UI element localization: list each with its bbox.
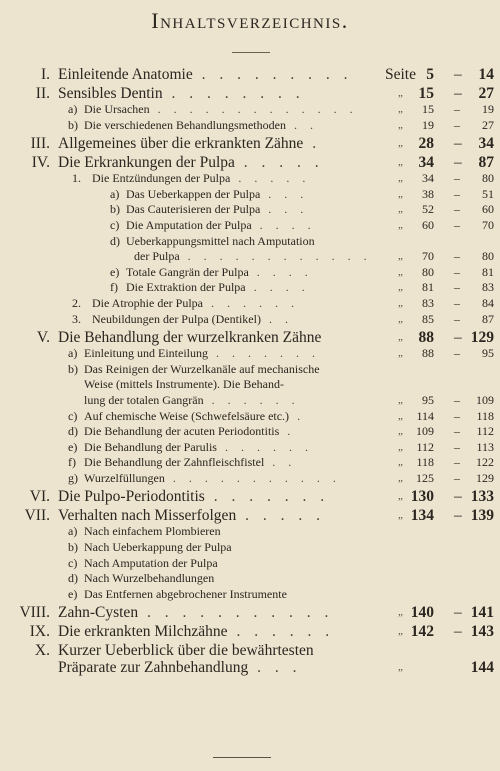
leader-dots: . . . . . . bbox=[202, 295, 299, 310]
ditto-mark: „ bbox=[398, 456, 403, 469]
page-range-start: 28 bbox=[418, 135, 434, 153]
page-range-end: 60 bbox=[482, 202, 494, 217]
toc-entry bbox=[0, 604, 500, 621]
toc-entry bbox=[0, 171, 500, 187]
toc-entry bbox=[0, 187, 500, 203]
toc-entry-title: Die Behandlung der acuten Periodontitis . bbox=[84, 424, 296, 439]
leader-dots: . . . . . . . . . . . bbox=[138, 604, 334, 622]
range-dash: – bbox=[454, 117, 460, 132]
toc-entry-title: Die Extraktion der Pulpa . . . . bbox=[126, 280, 310, 295]
toc-entry bbox=[0, 154, 500, 171]
toc-entry bbox=[0, 471, 500, 487]
toc-entry-title: Präparate zur Zahnbehandlung . . . bbox=[58, 659, 302, 677]
page-range-start: 109 bbox=[416, 424, 434, 439]
range-dash: – bbox=[454, 295, 460, 310]
toc-entry-title: Zahn-Cysten . . . . . . . . . . . bbox=[58, 604, 334, 622]
toc-entry-number: 3. bbox=[72, 311, 81, 326]
page-range-start: 15 bbox=[422, 102, 434, 116]
range-dash: – bbox=[454, 623, 462, 641]
page-range-end: 27 bbox=[482, 117, 494, 132]
toc-entry bbox=[0, 265, 500, 281]
leader-dots: . . bbox=[285, 117, 318, 132]
page-range-start: 142 bbox=[410, 623, 434, 641]
page-range-end: 19 bbox=[482, 102, 494, 116]
page-range-start: 134 bbox=[410, 507, 434, 525]
leader-dots: . . . . . . . . . . . . bbox=[179, 249, 372, 264]
ditto-mark: „ bbox=[398, 172, 403, 185]
toc-entry-number: c) bbox=[110, 217, 120, 232]
toc-entry-title: Wurzelfüllungen . . . . . . . . . . . bbox=[84, 470, 341, 485]
page-range-end: 34 bbox=[478, 135, 494, 153]
page-range-end: 139 bbox=[470, 507, 494, 525]
range-dash: – bbox=[454, 408, 460, 423]
toc-entry-number: III. bbox=[30, 135, 50, 153]
toc-entry-number: IX. bbox=[29, 623, 50, 641]
page-range-start: 80 bbox=[422, 264, 434, 279]
page-range-end: 27 bbox=[478, 85, 494, 102]
toc-entry-title: Die Amputation der Pulpa . . . . bbox=[126, 217, 316, 232]
toc-entry-number: b) bbox=[68, 540, 78, 555]
page-range-start: 70 bbox=[422, 249, 434, 264]
page-word: Seite bbox=[385, 66, 416, 83]
toc-entry-number: d) bbox=[68, 424, 78, 439]
page-range-start: 118 bbox=[416, 455, 434, 470]
ditto-mark: „ bbox=[398, 103, 403, 115]
toc-entry-title: Nach Ueberkappung der Pulpa bbox=[84, 540, 232, 555]
page-range-end: 133 bbox=[470, 488, 494, 506]
toc-entry-title: Einleitung und Einteilung . . . . . . . bbox=[84, 346, 320, 361]
toc-entry-number: IV. bbox=[31, 154, 50, 172]
range-dash: – bbox=[454, 135, 462, 153]
range-dash: – bbox=[454, 604, 462, 622]
ditto-mark: „ bbox=[398, 218, 403, 231]
page-range-end: 84 bbox=[482, 295, 494, 310]
toc-entry-number: g) bbox=[68, 470, 78, 485]
page-range-start: 85 bbox=[422, 311, 434, 326]
toc-entry-title: Nach Wurzelbehandlungen bbox=[84, 571, 215, 586]
toc-entry bbox=[0, 85, 500, 102]
page-range-end: 144 bbox=[470, 659, 494, 677]
ditto-mark: „ bbox=[398, 625, 403, 638]
ditto-mark: „ bbox=[398, 509, 403, 522]
toc-entry-title: Die Erkrankungen der Pulpa . . . . . bbox=[58, 154, 324, 172]
leader-dots: . . . . . bbox=[236, 507, 325, 525]
toc-entry-title: Nach Amputation der Pulpa bbox=[84, 555, 218, 570]
page-range-end: 70 bbox=[482, 217, 494, 232]
toc-entry-number: V. bbox=[36, 329, 50, 347]
toc-entry-number: 1. bbox=[72, 171, 81, 186]
leader-dots: . . . . . . . bbox=[204, 488, 330, 506]
toc-entry bbox=[0, 393, 500, 409]
toc-entry-number: b) bbox=[110, 202, 120, 217]
page-range-end: 113 bbox=[476, 439, 494, 454]
range-dash: – bbox=[454, 264, 460, 279]
toc-entry bbox=[0, 587, 500, 603]
page-range-end: 87 bbox=[482, 311, 494, 326]
toc-entry-title: Die Behandlung der Zahnfleischfistel . . bbox=[84, 455, 297, 470]
page-range-end: 109 bbox=[476, 392, 494, 407]
toc-entry-title: Weise (mittels Instrumente). Die Behand- bbox=[84, 377, 284, 392]
ditto-mark: „ bbox=[398, 118, 403, 131]
leader-dots: . . . . . bbox=[230, 171, 311, 186]
range-dash: – bbox=[454, 392, 460, 407]
range-dash: – bbox=[454, 249, 460, 264]
toc-entry bbox=[0, 571, 500, 587]
toc-entry bbox=[0, 135, 500, 152]
toc-entry bbox=[0, 118, 500, 134]
leader-dots: . . . . bbox=[245, 280, 310, 295]
leader-dots: . bbox=[303, 135, 322, 153]
leader-dots: . . . bbox=[260, 186, 309, 201]
leader-dots: . . . . . . bbox=[203, 392, 300, 407]
toc-entry-title: Ueberkappungsmittel nach Amputation bbox=[126, 233, 315, 248]
toc-entry bbox=[0, 642, 500, 659]
leader-dots: . . . . . . . . bbox=[162, 85, 305, 102]
ditto-mark: „ bbox=[398, 250, 403, 263]
range-dash: – bbox=[454, 488, 462, 506]
page-range-start: 60 bbox=[422, 217, 434, 232]
range-dash: – bbox=[454, 455, 460, 470]
range-dash: – bbox=[454, 186, 460, 201]
page-range-end: 129 bbox=[476, 470, 494, 485]
ditto-mark: „ bbox=[398, 156, 403, 169]
toc-entry-number: f) bbox=[68, 455, 76, 470]
toc-entry-title: lung der totalen Gangrän . . . . . . bbox=[84, 392, 300, 407]
toc-entry bbox=[0, 202, 500, 218]
toc-entry bbox=[0, 507, 500, 524]
page-range-start: 130 bbox=[410, 488, 434, 506]
toc-entry-number: e) bbox=[68, 586, 78, 601]
leader-dots: . . bbox=[264, 455, 297, 470]
toc-entry-title: Auf chemische Weise (Schwefelsäure etc.) . bbox=[84, 408, 306, 423]
page-range-start: 34 bbox=[422, 171, 434, 186]
leader-dots: . . . . bbox=[251, 217, 316, 232]
toc-entry bbox=[0, 66, 500, 83]
toc-entry-title: Die erkrankten Milchzähne . . . . . . bbox=[58, 623, 335, 641]
toc-entry bbox=[0, 377, 500, 393]
toc-entry-number: VI. bbox=[29, 488, 50, 506]
page-range-end: 80 bbox=[482, 171, 494, 186]
page-range-start: 88 bbox=[422, 346, 434, 361]
page-range-end: 141 bbox=[470, 604, 494, 622]
toc-entry bbox=[0, 218, 500, 234]
toc-entry-title: der Pulpa . . . . . . . . . . . . bbox=[134, 249, 372, 264]
toc-entry-title: Die Behandlung der Parulis . . . . . . bbox=[84, 439, 313, 454]
page-range-start: 88 bbox=[418, 329, 434, 347]
page-range-start: 81 bbox=[422, 280, 434, 295]
toc-entry bbox=[0, 409, 500, 425]
range-dash: – bbox=[454, 154, 462, 172]
leader-dots: . . . . . . . . . bbox=[192, 66, 353, 83]
range-dash: – bbox=[454, 102, 460, 116]
range-dash: – bbox=[454, 424, 460, 439]
toc-entry-number: b) bbox=[68, 117, 78, 132]
page-range-end: 51 bbox=[482, 186, 494, 201]
page-range-end: 81 bbox=[482, 264, 494, 279]
toc-entry-number: a) bbox=[68, 346, 78, 361]
toc-entry bbox=[0, 346, 500, 362]
leader-dots: . . . bbox=[248, 659, 302, 677]
title-divider bbox=[232, 52, 270, 53]
page-range-end: 87 bbox=[478, 154, 494, 172]
leader-dots: . . . . . bbox=[234, 154, 324, 172]
toc-entry-number: c) bbox=[68, 408, 78, 423]
toc-entry-number: a) bbox=[68, 524, 78, 539]
toc-entry-number: VII. bbox=[24, 507, 50, 525]
page-range-start: 95 bbox=[422, 392, 434, 407]
toc-entry bbox=[0, 280, 500, 296]
ditto-mark: „ bbox=[398, 331, 403, 344]
toc-entry bbox=[0, 440, 500, 456]
page-range-end: 143 bbox=[470, 623, 494, 641]
page-range-start: 15 bbox=[418, 85, 434, 102]
toc-entry-title: Kurzer Ueberblick über die bewährtesten bbox=[58, 642, 314, 660]
toc-entry bbox=[0, 623, 500, 640]
range-dash: – bbox=[454, 346, 460, 361]
toc-entry bbox=[0, 234, 500, 250]
ditto-mark: „ bbox=[398, 187, 403, 200]
toc-entry-number: b) bbox=[68, 361, 78, 376]
range-dash: – bbox=[454, 439, 460, 454]
leader-dots: . . . bbox=[260, 202, 309, 217]
toc-entry-number: X. bbox=[34, 642, 50, 660]
page-range-start: 34 bbox=[418, 154, 434, 172]
page-range-start: 19 bbox=[422, 117, 434, 132]
toc-entry bbox=[0, 329, 500, 346]
range-dash: – bbox=[454, 507, 462, 525]
toc-entry-title: Die Pulpo-Periodontitis . . . . . . . bbox=[58, 488, 330, 506]
ditto-mark: „ bbox=[398, 606, 403, 619]
page-range-start: 114 bbox=[416, 408, 434, 423]
page-range-start: 52 bbox=[422, 202, 434, 217]
ditto-mark: „ bbox=[398, 347, 403, 360]
toc-entry-number: e) bbox=[68, 439, 78, 454]
toc-entry-title: Einleitende Anatomie . . . . . . . . . bbox=[58, 66, 353, 83]
toc-entry-title: Sensibles Dentin . . . . . . . . bbox=[58, 85, 305, 102]
toc-entry-title: Das Ueberkappen der Pulpa . . . bbox=[126, 186, 309, 201]
ditto-mark: „ bbox=[398, 87, 403, 99]
toc-entry-number: I. bbox=[40, 66, 50, 83]
toc-entry-title: Totale Gangrän der Pulpa . . . . bbox=[126, 264, 313, 279]
toc-entry bbox=[0, 540, 500, 556]
page-range-end: 83 bbox=[482, 280, 494, 295]
ditto-mark: „ bbox=[398, 440, 403, 453]
ditto-mark: „ bbox=[398, 409, 403, 422]
page-range-end: 95 bbox=[482, 346, 494, 361]
range-dash: – bbox=[454, 470, 460, 485]
leader-dots: . . . . . . . . . . . . . bbox=[149, 102, 358, 116]
range-dash: – bbox=[454, 171, 460, 186]
toc-entry-number: d) bbox=[68, 571, 78, 586]
toc-entry bbox=[0, 102, 500, 118]
ditto-mark: „ bbox=[398, 296, 403, 309]
toc-entry-title: Die Entzündungen der Pulpa . . . . . bbox=[92, 171, 311, 186]
toc-entry-title: Allgemeines über die erkrankten Zähne . bbox=[58, 135, 322, 153]
toc-entry bbox=[0, 362, 500, 378]
page-range-start: 140 bbox=[410, 604, 434, 622]
toc-entry bbox=[0, 488, 500, 505]
page-title: Inhaltsverzeichnis. bbox=[151, 8, 349, 33]
leader-dots: . . . . . . bbox=[227, 623, 335, 641]
toc-entry-title: Nach einfachem Plombieren bbox=[84, 524, 221, 539]
page-range-end: 112 bbox=[476, 424, 494, 439]
toc-entry bbox=[0, 556, 500, 572]
toc-entry bbox=[0, 524, 500, 540]
toc-entry-title: Neubildungen der Pulpa (Dentikel) . . bbox=[92, 311, 293, 326]
page-range-end: 80 bbox=[482, 249, 494, 264]
toc-entry bbox=[0, 312, 500, 328]
page-range-start: 38 bbox=[422, 186, 434, 201]
ditto-mark: „ bbox=[398, 265, 403, 278]
toc-entry bbox=[0, 455, 500, 471]
toc-entry-title: Die Atrophie der Pulpa . . . . . . bbox=[92, 295, 299, 310]
page-range-end: 14 bbox=[478, 66, 494, 83]
range-dash: – bbox=[454, 311, 460, 326]
page-range-start: 112 bbox=[416, 439, 434, 454]
toc-entry-number: VIII. bbox=[19, 604, 50, 622]
ditto-mark: „ bbox=[398, 137, 403, 150]
toc-entry-title: Das Entfernen abgebrochener Instrumente bbox=[84, 586, 287, 601]
page-range-start: 5 bbox=[426, 66, 434, 83]
range-dash: – bbox=[454, 85, 462, 102]
toc-entry-number: c) bbox=[68, 555, 78, 570]
toc-entry-number: e) bbox=[110, 264, 120, 279]
leader-dots: . . . . bbox=[248, 264, 313, 279]
page-range-end: 122 bbox=[476, 455, 494, 470]
range-dash: – bbox=[454, 202, 460, 217]
page-range-start: 125 bbox=[416, 470, 434, 485]
leader-dots: . . bbox=[260, 311, 293, 326]
toc-entry-title: Das Cauterisieren der Pulpa . . . bbox=[126, 202, 309, 217]
ditto-mark: „ bbox=[398, 471, 403, 484]
toc-entry-title: Die verschiedenen Behandlungsmethoden . . bbox=[84, 117, 318, 132]
page-range-end: 118 bbox=[476, 408, 494, 423]
leader-dots: . . . . . . . . . . . bbox=[164, 470, 341, 485]
toc-entry-number: a) bbox=[110, 186, 120, 201]
ditto-mark: „ bbox=[398, 425, 403, 438]
ditto-mark: „ bbox=[398, 281, 403, 294]
page-range-end: 129 bbox=[470, 329, 494, 347]
range-dash: – bbox=[454, 217, 460, 232]
toc-entry-number: II. bbox=[35, 85, 50, 102]
range-dash: – bbox=[454, 329, 462, 347]
leader-dots: . bbox=[289, 408, 306, 423]
table-of-contents bbox=[0, 66, 500, 676]
range-dash: – bbox=[454, 66, 462, 83]
toc-entry bbox=[0, 296, 500, 312]
toc-entry-number: f) bbox=[110, 280, 118, 295]
toc-entry-title: Die Ursachen . . . . . . . . . . . . . bbox=[84, 102, 358, 116]
page-range-start: 83 bbox=[422, 295, 434, 310]
ditto-mark: „ bbox=[398, 312, 403, 325]
bottom-divider bbox=[213, 757, 271, 758]
leader-dots: . bbox=[279, 424, 296, 439]
toc-entry-number: d) bbox=[110, 233, 120, 248]
toc-entry bbox=[0, 424, 500, 440]
ditto-mark: „ bbox=[398, 203, 403, 216]
toc-entry-title: Das Reinigen der Wurzelkanäle auf mechanische bbox=[84, 361, 320, 376]
ditto-mark: „ bbox=[398, 393, 403, 406]
leader-dots: . . . . . . . bbox=[207, 346, 320, 361]
leader-dots: . . . . . . bbox=[216, 439, 313, 454]
ditto-mark: „ bbox=[398, 661, 403, 674]
ditto-mark: „ bbox=[398, 490, 403, 503]
toc-entry-number: a) bbox=[68, 102, 78, 116]
toc-entry bbox=[0, 249, 500, 265]
toc-entry bbox=[0, 659, 500, 676]
toc-entry-number: 2. bbox=[72, 295, 81, 310]
toc-entry-title: Die Behandlung der wurzelkranken Zähne bbox=[58, 329, 322, 347]
toc-entry-title: Verhalten nach Misserfolgen . . . . . bbox=[58, 507, 325, 525]
range-dash: – bbox=[454, 280, 460, 295]
